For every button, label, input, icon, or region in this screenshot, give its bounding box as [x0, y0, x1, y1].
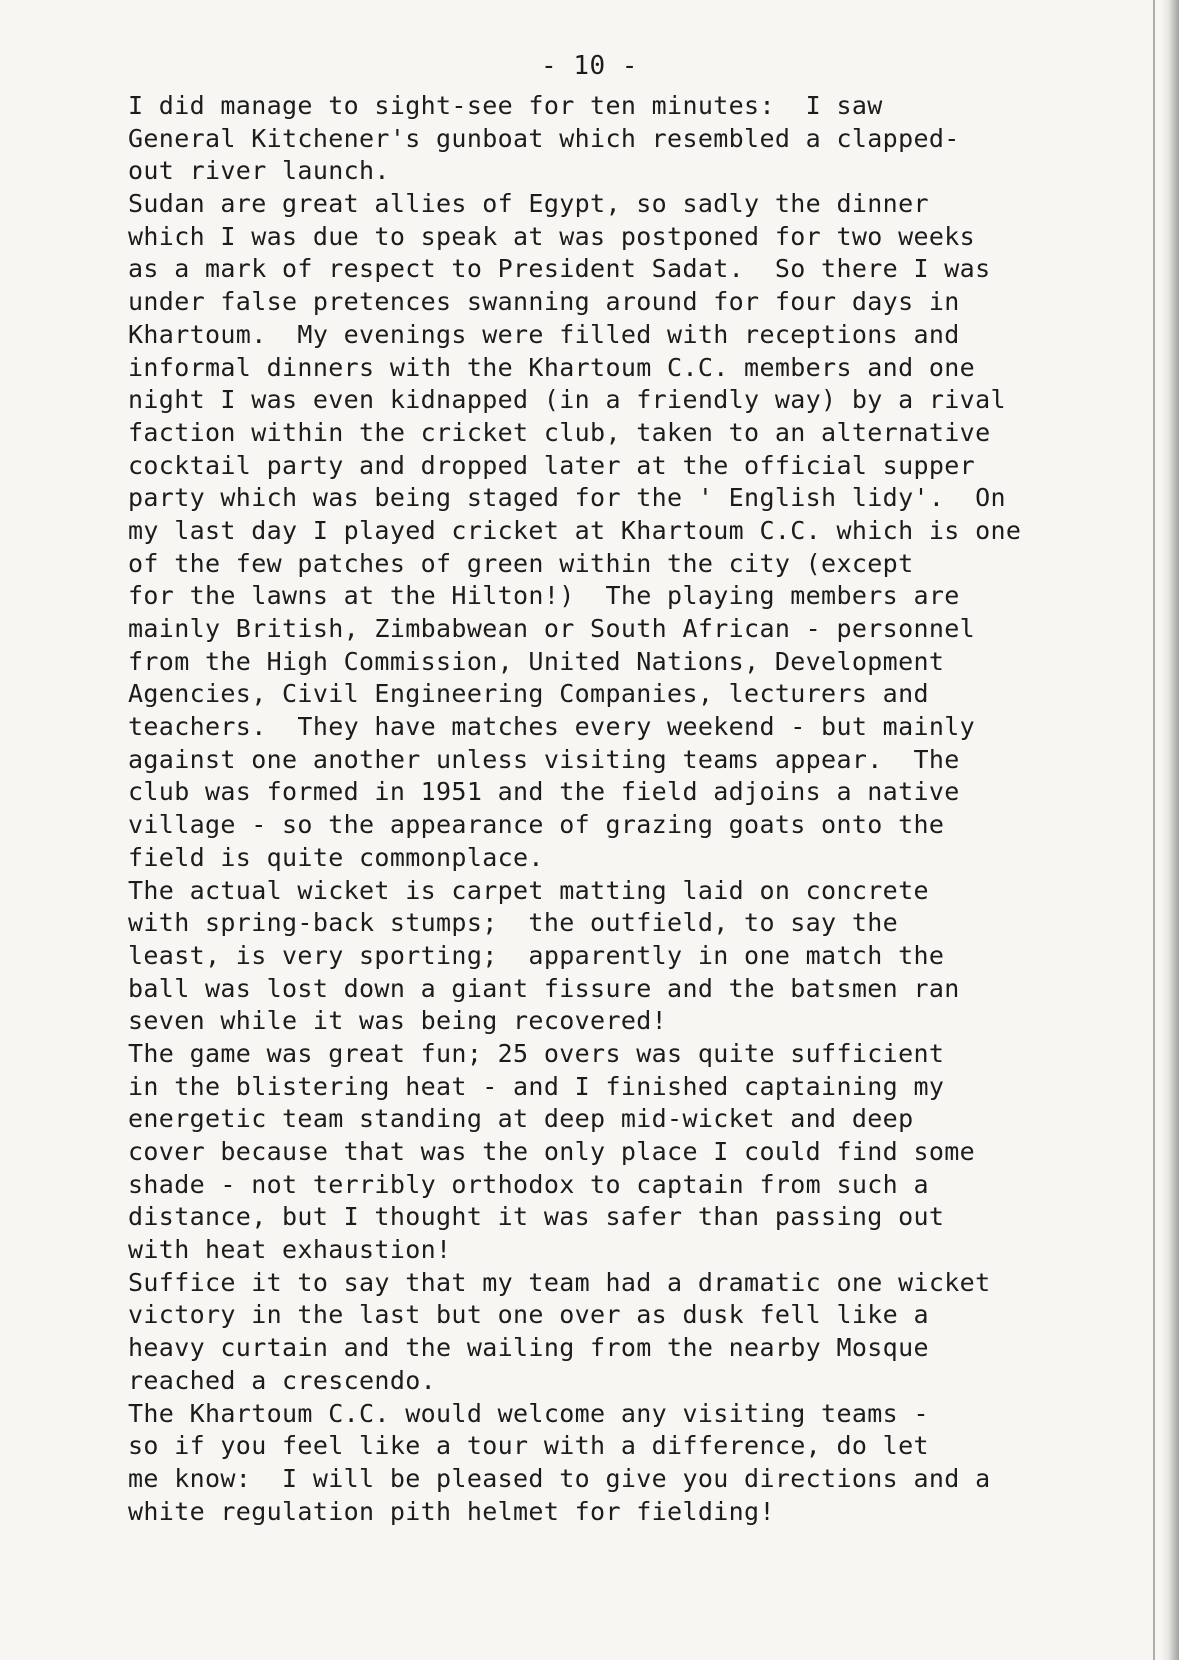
text-line: cover because that was the only place I could find some	[128, 1137, 976, 1166]
text-line: shade - not terribly orthodox to captain from such a	[128, 1169, 929, 1199]
text-line: I did manage to sight-see for ten minutes: I saw	[128, 91, 883, 120]
text-line: me know: I will be pleased to give you directions and a	[128, 1463, 991, 1493]
text-line: distance, but I thought it was safer than passing out	[128, 1202, 945, 1232]
text-line: from the High Commission, United Nations, Development	[128, 646, 945, 676]
text-line: of the few patches of green within the city (except	[128, 548, 914, 578]
text-line: so if you feel like a tour with a difference, do let	[128, 1431, 929, 1461]
text-line: heavy curtain and the wailing from the nearby Mosque	[128, 1333, 929, 1363]
text-line: Sudan are great allies of Egypt, so sadly the dinner	[128, 189, 929, 219]
text-line: in the blistering heat - and I finished captaining my	[128, 1071, 945, 1101]
text-line: energetic team standing at deep mid-wicket and deep	[128, 1104, 914, 1134]
body-text	[128, 90, 1128, 1528]
text-line: seven while it was being recovered!	[128, 1006, 668, 1036]
text-line: white regulation pith helmet for fielding!	[128, 1496, 775, 1526]
text-line: victory in the last but one over as dusk fell like a	[128, 1300, 929, 1330]
page-edge-shadow	[1161, 0, 1179, 1660]
text-line: out river launch.	[128, 156, 390, 186]
text-line: village - so the appearance of grazing goats onto the	[128, 810, 945, 840]
text-line: my last day I played cricket at Khartoum C.C. which is one	[128, 515, 1022, 545]
page-edge-line	[1153, 0, 1155, 1660]
page-number: - 10 -	[541, 51, 638, 81]
text-line: with spring-back stumps; the outfield, to say the	[128, 908, 899, 938]
text-line: cocktail party and dropped later at the official supper	[128, 450, 976, 480]
text-line: ball was lost down a giant fissure and the batsmen ran	[128, 973, 960, 1003]
text-line: as a mark of respect to President Sadat. So there I was	[128, 254, 991, 284]
text-line: against one another unless visiting teams appear. The	[128, 744, 960, 774]
text-line: party which was being staged for the ' English lidy'. On	[128, 483, 1006, 513]
text-line: reached a crescendo.	[128, 1365, 437, 1395]
text-line: The actual wicket is carpet matting laid on concrete	[128, 875, 929, 905]
text-line: with heat exhaustion!	[128, 1235, 452, 1265]
text-line: Khartoum. My evenings were filled with receptions and	[128, 319, 960, 349]
text-line: club was formed in 1951 and the field adjoins a native	[128, 777, 960, 807]
text-line: under false pretences swanning around for four days in	[128, 287, 960, 317]
text-line: for the lawns at the Hilton!) The playing members are	[128, 581, 960, 611]
text-line: The Khartoum C.C. would welcome any visiting teams -	[128, 1398, 929, 1428]
text-line: least, is very sporting; apparently in one match the	[128, 940, 945, 970]
text-line: field is quite commonplace.	[128, 842, 544, 872]
text-line: mainly British, Zimbabwean or South African - personnel	[128, 614, 976, 643]
text-line: faction within the cricket club, taken to an alternative	[128, 417, 991, 447]
text-line: informal dinners with the Khartoum C.C. members and one	[128, 352, 976, 382]
text-line: General Kitchener's gunboat which resembled a clapped-	[128, 123, 960, 153]
text-line: Agencies, Civil Engineering Companies, lecturers and	[128, 679, 929, 709]
text-line: Suffice it to say that my team had a dramatic one wicket	[128, 1267, 991, 1297]
text-line: The game was great fun; 25 overs was quite sufficient	[128, 1038, 945, 1068]
text-line: teachers. They have matches every weekend - but mainly	[128, 712, 976, 742]
text-line: which I was due to speak at was postponed for two weeks	[128, 221, 976, 251]
text-line: night I was even kidnapped (in a friendly way) by a rival	[128, 385, 1006, 415]
